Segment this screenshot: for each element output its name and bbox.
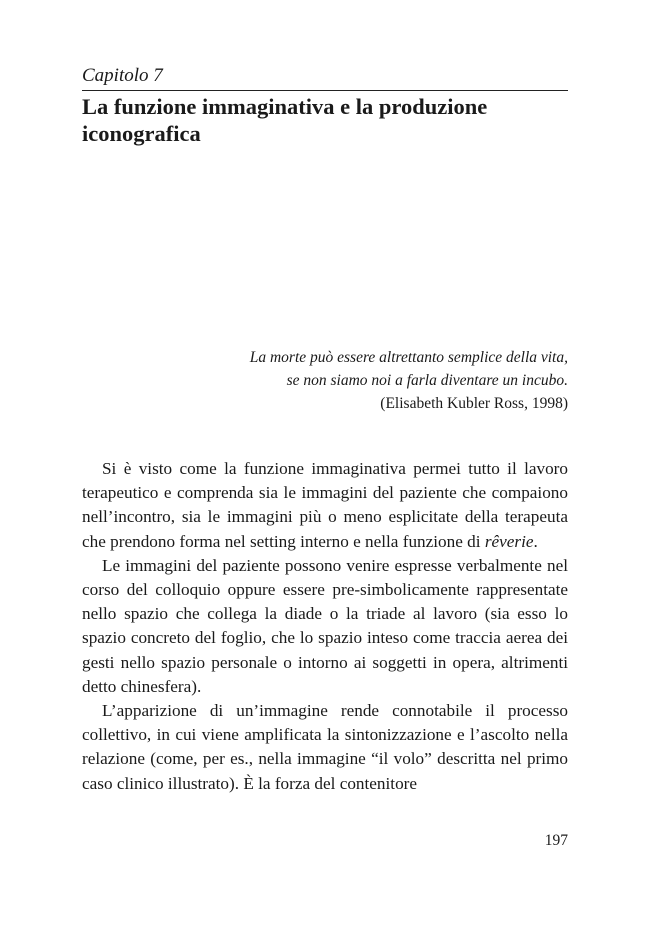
epigraph-line-2: se non siamo noi a farla diventare un incubo.	[286, 372, 568, 389]
paragraph-1-end: .	[533, 531, 538, 551]
epigraph-attribution: (Elisabeth Kubler Ross, 1998)	[380, 395, 568, 412]
chapter-title: La funzione immaginativa e la produzione iconografica	[82, 94, 488, 146]
body-text	[82, 457, 568, 796]
paragraph-1-text: Si è visto come la funzione immaginativa permei tutto il lavoro terapeutico e comprenda sia le immagini del paziente che compaiono nell’incontro, sia le immagini più o meno esplicitate della terapeuta che prendono forma nel setting interno e nella funzione di	[82, 459, 568, 551]
page-number: 197	[544, 832, 568, 849]
epigraph	[160, 346, 568, 415]
header-rule	[82, 90, 568, 91]
chapter-label: Capitolo 7	[82, 65, 163, 86]
paragraph-1	[82, 457, 568, 554]
paragraph-1-emphasis: rêverie	[484, 531, 534, 551]
epigraph-line-1: La morte può essere altrettanto semplice della vita,	[249, 349, 568, 366]
paragraph-3: L’apparizione di un’immagine rende connotabile il processo collettivo, in cui viene amplificata la sintonizzazione e l’ascolto nella relazione (come, per es., nella immagine “il volo” descritta nel primo caso clinico illustrato). È la forza del contenitore	[82, 701, 568, 793]
paragraph-2: Le immagini del paziente possono venire espresse verbalmente nel corso del colloquio oppure essere pre-simbolicamente rappresentate nello spazio che collega la diade o la triade al lavoro (sia esso lo spazio concreto del foglio, che lo spazio inteso come traccia aerea dei gesti nello spazio personale o intorno ai soggetti in opera, altrimenti detto chinesfera).	[82, 555, 568, 696]
